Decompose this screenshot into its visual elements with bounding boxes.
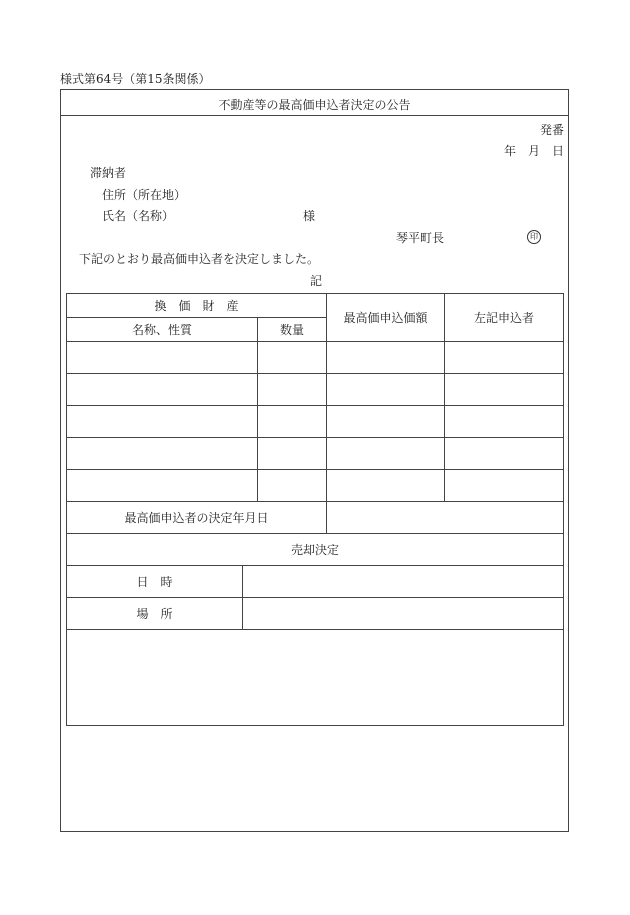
mayor-title: 琴平町長 bbox=[396, 231, 445, 245]
datetime-label: 日 時 bbox=[67, 566, 243, 598]
ki-mark: 記 bbox=[310, 274, 323, 288]
cell-bidder bbox=[445, 438, 564, 470]
notes-area bbox=[67, 630, 564, 726]
table-row bbox=[67, 374, 564, 406]
form-number: 様式第64号（第15条関係） bbox=[60, 72, 211, 86]
cell-bid-amount bbox=[327, 406, 445, 438]
decision-date-value bbox=[327, 502, 564, 534]
seal-mark: 印 bbox=[527, 230, 541, 244]
asset-table bbox=[66, 293, 564, 726]
highest-bid-amount-header: 最高価申込価額 bbox=[327, 294, 445, 342]
cell-bid-amount bbox=[327, 470, 445, 502]
delinquent-label: 滞納者 bbox=[90, 166, 127, 180]
table-row bbox=[67, 438, 564, 470]
cell-name-nature bbox=[67, 342, 258, 374]
cell-quantity bbox=[258, 470, 327, 502]
place-label: 場 所 bbox=[67, 598, 243, 630]
intro-text: 下記のとおり最高価申込者を決定しました。 bbox=[79, 252, 320, 266]
cell-bid-amount bbox=[327, 342, 445, 374]
cell-quantity bbox=[258, 438, 327, 470]
cell-bidder bbox=[445, 406, 564, 438]
cell-quantity bbox=[258, 342, 327, 374]
cell-bidder bbox=[445, 342, 564, 374]
cell-name-nature bbox=[67, 438, 258, 470]
name-nature-header: 名称、性質 bbox=[67, 318, 258, 342]
form-title: 不動産等の最高価申込者決定の公告 bbox=[218, 98, 411, 112]
table-row bbox=[67, 342, 564, 374]
left-bidder-header: 左記申込者 bbox=[445, 294, 564, 342]
title-divider bbox=[60, 115, 569, 116]
issue-number: 発番 bbox=[540, 123, 565, 137]
cell-name-nature bbox=[67, 374, 258, 406]
table-row bbox=[67, 470, 564, 502]
honorific: 様 bbox=[303, 209, 316, 223]
cell-name-nature bbox=[67, 406, 258, 438]
date-line: 年 月 日 bbox=[504, 144, 565, 158]
decision-date-label: 最高価申込者の決定年月日 bbox=[67, 502, 327, 534]
place-value bbox=[243, 598, 564, 630]
table-row bbox=[67, 406, 564, 438]
cell-bid-amount bbox=[327, 438, 445, 470]
cell-name-nature bbox=[67, 470, 258, 502]
datetime-value bbox=[243, 566, 564, 598]
cell-bidder bbox=[445, 374, 564, 406]
cell-bid-amount bbox=[327, 374, 445, 406]
cell-quantity bbox=[258, 374, 327, 406]
asset-header: 換 価 財 産 bbox=[67, 294, 327, 318]
quantity-header: 数量 bbox=[258, 318, 327, 342]
name-label: 氏名（名称） bbox=[102, 209, 175, 223]
cell-bidder bbox=[445, 470, 564, 502]
sale-decision-header: 売却決定 bbox=[67, 534, 564, 566]
cell-quantity bbox=[258, 406, 327, 438]
address-label: 住所（所在地） bbox=[102, 188, 187, 202]
